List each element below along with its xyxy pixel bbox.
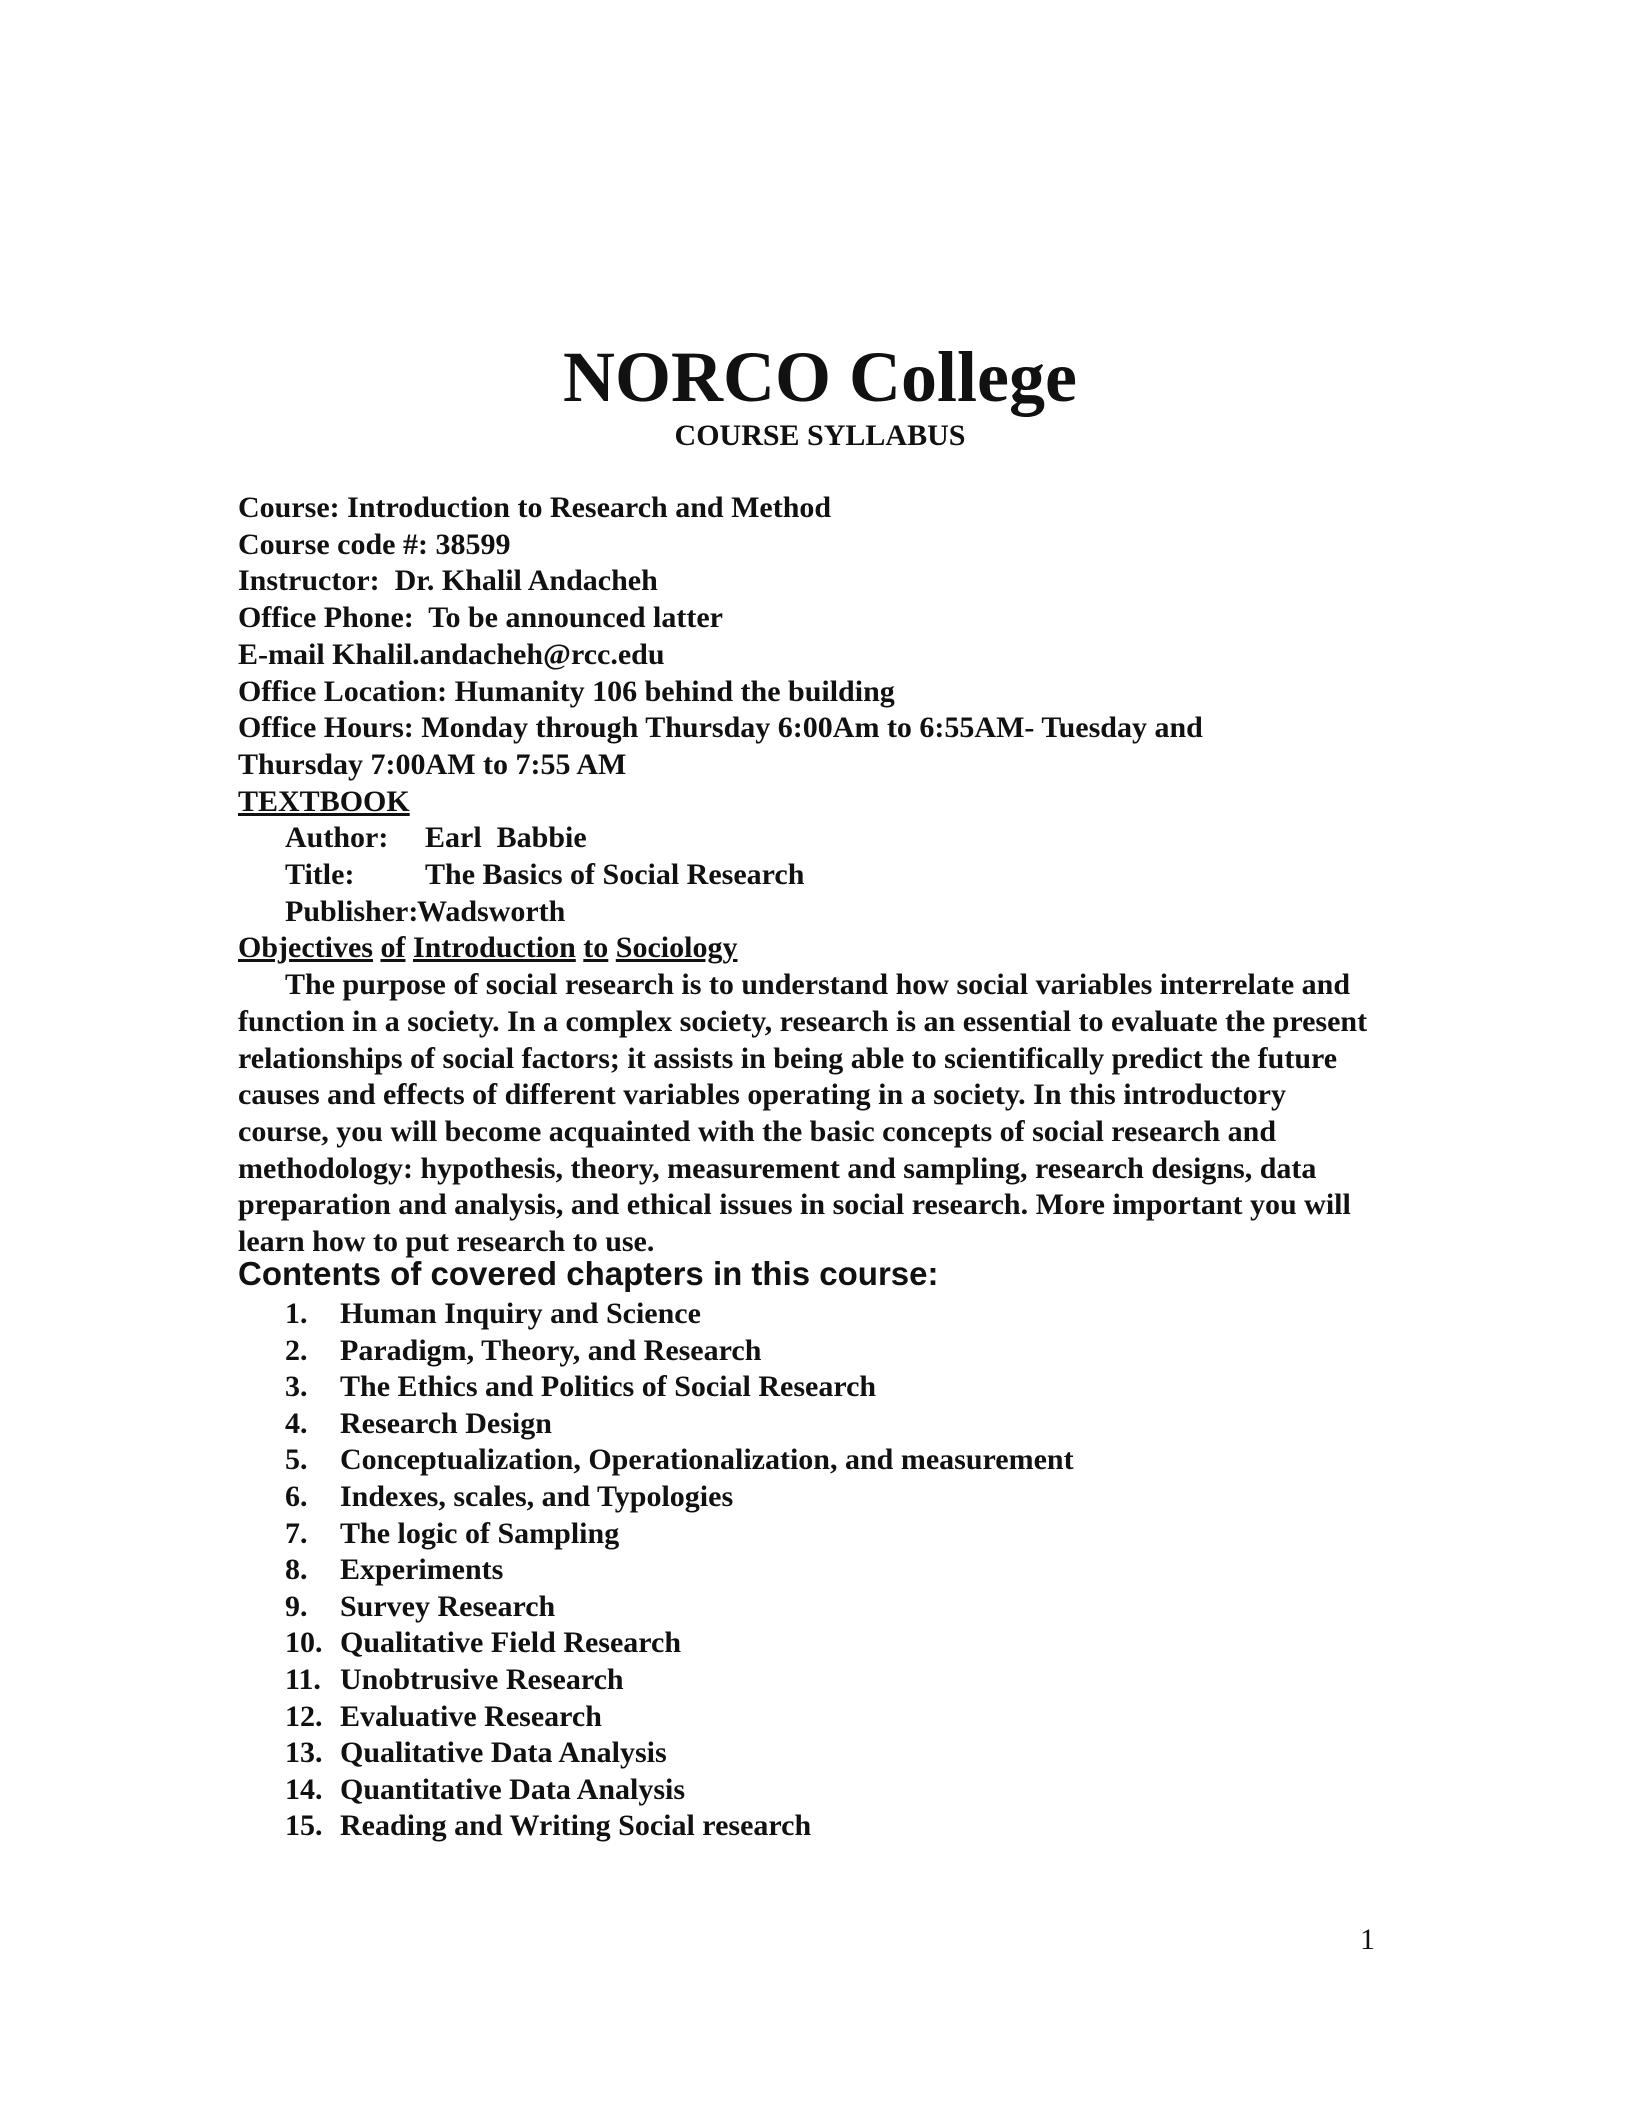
page-number: 1: [1360, 1923, 1375, 1956]
chapter-title: The logic of Sampling: [340, 1516, 620, 1550]
textbook-publisher-label: Publisher:: [285, 894, 419, 928]
chapter-title: Human Inquiry and Science: [340, 1297, 701, 1330]
chapter-item: [285, 1479, 1074, 1516]
chapter-item: [285, 1625, 1074, 1662]
chapter-title: Unobtrusive Research: [340, 1662, 624, 1696]
textbook-title-label: Title:: [285, 858, 355, 892]
chapter-title: Qualitative Field Research: [340, 1626, 682, 1660]
objectives-heading-word: to: [583, 931, 609, 965]
chapter-title: Experiments: [340, 1553, 504, 1587]
objectives-heading-word: Introduction: [412, 931, 576, 965]
objectives-paragraph: The purpose of social research is to understand how social variables interrelate and function in a society. In a complex society, research is an essential to evaluate the present relationships of social factors; it assists in being able to scientifically predict the future causes and effects of different variables operating in a society. In this introductory course, you will become acquainted with the basic concepts of social research and methodology: hypothesis, theory, measurement and sampling, research designs, data preparation and analysis, and ethical issues in social research. More important you will learn how to put research to use.: [238, 968, 1368, 1259]
chapter-title: Reading and Writing Social research: [340, 1809, 812, 1843]
chapter-number: 5.: [285, 1443, 308, 1477]
chapter-title: Conceptualization, Operationalization, and measurement: [340, 1443, 1074, 1477]
chapter-number: 6.: [285, 1479, 308, 1513]
chapter-title: Qualitative Data Analysis: [340, 1736, 667, 1770]
textbook-author: [238, 820, 1398, 857]
textbook-publisher-value: Wadsworth: [417, 894, 566, 928]
chapter-item: [285, 1516, 1074, 1553]
office-location: Office Location: Humanity 106 behind the building: [238, 674, 895, 708]
chapter-number: 8.: [285, 1553, 308, 1587]
textbook-heading: TEXTBOOK: [238, 784, 410, 818]
chapter-number: 12.: [285, 1699, 323, 1733]
chapter-number: 10.: [285, 1626, 323, 1660]
office-phone: Office Phone: To be announced latter: [238, 601, 723, 635]
chapter-number: 13.: [285, 1736, 323, 1770]
syllabus-subtitle: COURSE SYLLABUS: [674, 419, 966, 452]
chapter-title: Research Design: [340, 1406, 552, 1440]
objectives-heading-word: Objectives: [238, 931, 373, 965]
chapter-title: Survey Research: [340, 1589, 556, 1623]
email: E-mail Khalil.andacheh@rcc.edu: [238, 637, 665, 671]
instructor: Instructor: Dr. Khalil Andacheh: [238, 564, 658, 598]
chapter-number: 14.: [285, 1772, 323, 1806]
course-code: Course code #: 38599: [238, 527, 511, 561]
objectives-heading: [238, 930, 1398, 967]
chapter-title: Quantitative Data Analysis: [340, 1772, 686, 1806]
chapter-item: [285, 1333, 1074, 1370]
chapter-number: 11.: [285, 1662, 321, 1696]
chapter-list: [285, 1296, 1074, 1845]
chapter-item: [285, 1442, 1074, 1479]
chapter-item: [285, 1662, 1074, 1699]
chapter-item: [285, 1699, 1074, 1736]
chapter-item: [285, 1589, 1074, 1626]
course-name: Course: Introduction to Research and Method: [238, 491, 832, 524]
textbook-author-label: Author:: [285, 821, 389, 855]
college-title: NORCO College: [563, 337, 1077, 417]
textbook-title-value: The Basics of Social Research: [425, 858, 805, 892]
chapter-item: [285, 1772, 1074, 1809]
chapter-number: 3.: [285, 1370, 308, 1404]
chapter-item: [285, 1296, 1074, 1333]
textbook-title: [238, 857, 1398, 894]
objectives-heading-word: of: [380, 931, 406, 965]
chapter-number: 1.: [285, 1297, 308, 1330]
office-hours-line-2: Thursday 7:00AM to 7:55 AM: [238, 747, 627, 781]
office-hours-line-1: Office Hours: Monday through Thursday 6:00Am to 6:55AM- Tuesday and: [238, 711, 1203, 745]
textbook-author-value: Earl Babbie: [425, 821, 587, 855]
course-info-block: [238, 490, 1398, 1261]
chapter-number: 2.: [285, 1333, 308, 1367]
chapter-item: [285, 1735, 1074, 1772]
chapter-item: [285, 1808, 1074, 1845]
chapter-number: 9.: [285, 1589, 308, 1623]
chapter-title: The Ethics and Politics of Social Research: [340, 1370, 877, 1404]
chapter-number: 4.: [285, 1406, 308, 1440]
chapter-item: [285, 1552, 1074, 1589]
chapter-number: 15.: [285, 1809, 323, 1843]
chapter-title: Indexes, scales, and Typologies: [340, 1479, 734, 1513]
chapter-title: Paradigm, Theory, and Research: [340, 1333, 762, 1367]
chapter-number: 7.: [285, 1516, 308, 1550]
contents-heading: Contents of covered chapters in this course:: [238, 1255, 939, 1292]
chapter-item: [285, 1369, 1074, 1406]
chapter-item: [285, 1406, 1074, 1443]
textbook-publisher: [238, 894, 1398, 931]
chapter-title: Evaluative Research: [340, 1699, 602, 1733]
objectives-heading-word: Sociology: [615, 931, 738, 965]
